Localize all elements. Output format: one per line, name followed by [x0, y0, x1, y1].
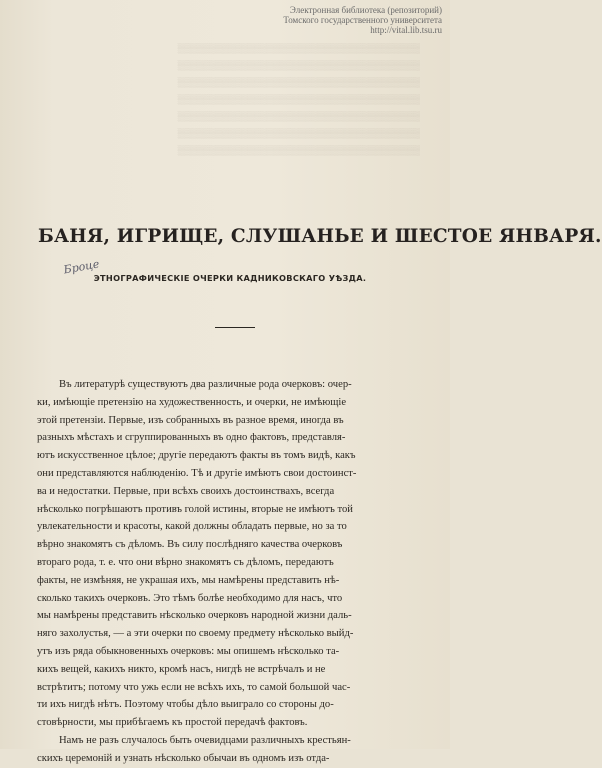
- text-line: ва и недостатки. Первые, при всѣхъ своихъ достоинствахъ, всегда: [37, 485, 335, 497]
- library-stamp: [232, 5, 442, 35]
- stamp-line-3[interactable]: http://vital.lib.tsu.ru: [370, 25, 442, 35]
- stamp-line-1: Электронная библиотека (репозиторий): [289, 5, 442, 15]
- stamp-line-2: Томского государственного университета: [283, 15, 442, 25]
- text-line: увлекательности и красоты, какой должны обладать первые, но за то: [37, 521, 347, 533]
- text-line: Намъ не разъ случалось быть очевидцами различныхъ крестьян-: [59, 734, 351, 746]
- text-line: утъ изъ ряда обыкновенныхъ очерковъ: мы опишемъ нѣсколько та-: [37, 645, 340, 657]
- text-line: стовѣрности, мы прибѣгаемъ къ простой передачѣ фактовъ.: [37, 717, 308, 729]
- text-line: вѣрно знакомятъ съ дѣломъ. Въ силу послѣдняго качества очерковъ: [37, 539, 343, 551]
- handwritten-annotation: Броце: [62, 257, 101, 277]
- text-line: мы намѣрены представить нѣсколько очерковъ народной жизни даль-: [37, 610, 352, 622]
- text-line: этой претензіи. Первые, изъ собранныхъ въ разное время, иногда въ: [37, 414, 344, 426]
- section-divider: [215, 327, 255, 328]
- article-subtitle: ЭТНОГРАФИЧЕСКІЕ ОЧЕРКИ КАДНИКОВСКАГО УѢЗДА.: [93, 273, 367, 283]
- text-line: ти ихъ нигдѣ нѣтъ. Поэтому чтобы дѣло выиграло со стороны до-: [37, 699, 334, 711]
- text-line: сколько такихъ очерковъ. Это тѣмъ болѣе необходимо для насъ, что: [37, 592, 343, 604]
- bleed-through-texture: ▒▒▒▒▒▒▒▒▒▒▒▒▒▒▒▒▒▒▒▒▒▒▒▒▒▒▒▒▒▒▒▒▒▒▒▒▒▒ ▒▒▒▒▒▒▒▒▒▒▒▒▒▒▒▒▒▒▒▒▒▒▒▒▒▒▒▒▒▒▒▒▒▒▒▒▒▒ ▒▒▒▒▒▒▒▒▒▒▒▒▒▒▒▒▒▒▒▒▒▒▒▒▒▒▒▒▒▒▒▒▒▒▒▒▒▒ ▒▒▒▒▒▒▒▒▒▒▒▒▒▒▒▒▒▒▒▒▒▒▒▒▒▒▒▒▒▒▒▒▒▒▒▒▒▒ ▒▒▒▒▒▒▒▒▒▒▒▒▒▒▒▒▒▒▒▒▒▒▒▒▒▒▒▒▒▒▒▒▒▒▒▒▒▒ ▒▒▒▒▒▒▒▒▒▒▒▒▒▒▒▒▒▒▒▒▒▒▒▒▒▒▒▒▒▒▒▒▒▒▒▒▒▒ ▒▒▒▒▒▒▒▒▒▒▒▒▒▒▒▒▒▒▒▒▒▒▒▒▒▒▒▒▒▒▒▒▒▒▒▒▒▒: [177, 43, 420, 155]
- text-line: Въ литературѣ существуютъ два различные рода очерковъ: очер-: [59, 379, 352, 390]
- body-text: [37, 376, 429, 768]
- article-title: БАНЯ, ИГРИЩЕ, СЛУШАНЬЕ И ШЕСТОЕ ЯНВАРЯ.: [38, 226, 602, 247]
- text-line: факты, не измѣняя, не украшая ихъ, мы намѣрены представить нѣ-: [37, 574, 340, 586]
- text-line: няго захолустья, — а эти очерки по своему предмету нѣсколько выйд-: [37, 628, 354, 640]
- text-line: встрѣтитъ; потому что ужь если не всѣхъ ихъ, то самой большой час-: [37, 681, 351, 693]
- text-line: разныхъ мѣстахъ и сгруппированныхъ въ одно фактовъ, представля-: [37, 432, 346, 444]
- text-line: ки, имѣющіе претензію на художественность, и очерки, не имѣющіе: [37, 396, 347, 408]
- text-line: нѣсколько погрѣшаютъ противъ голой истины, вторые не имѣютъ той: [37, 503, 353, 515]
- text-line: кихъ вещей, какихъ никто, кромѣ насъ, нигдѣ не встрѣчалъ и не: [37, 663, 326, 675]
- text-line: они представляются наблюденію. Тѣ и другіе имѣютъ свои достоинст-: [37, 467, 357, 479]
- text-line: скихъ церемоній и узнать нѣсколько обычаи въ одномъ изъ отда-: [37, 752, 330, 764]
- text-line: ютъ искусственное цѣлое; другіе передаютъ факты въ томъ видѣ, какъ: [37, 450, 356, 462]
- text-line: втораго рода, т. е. что они вѣрно знакомятъ съ дѣломъ, передаютъ: [37, 556, 334, 568]
